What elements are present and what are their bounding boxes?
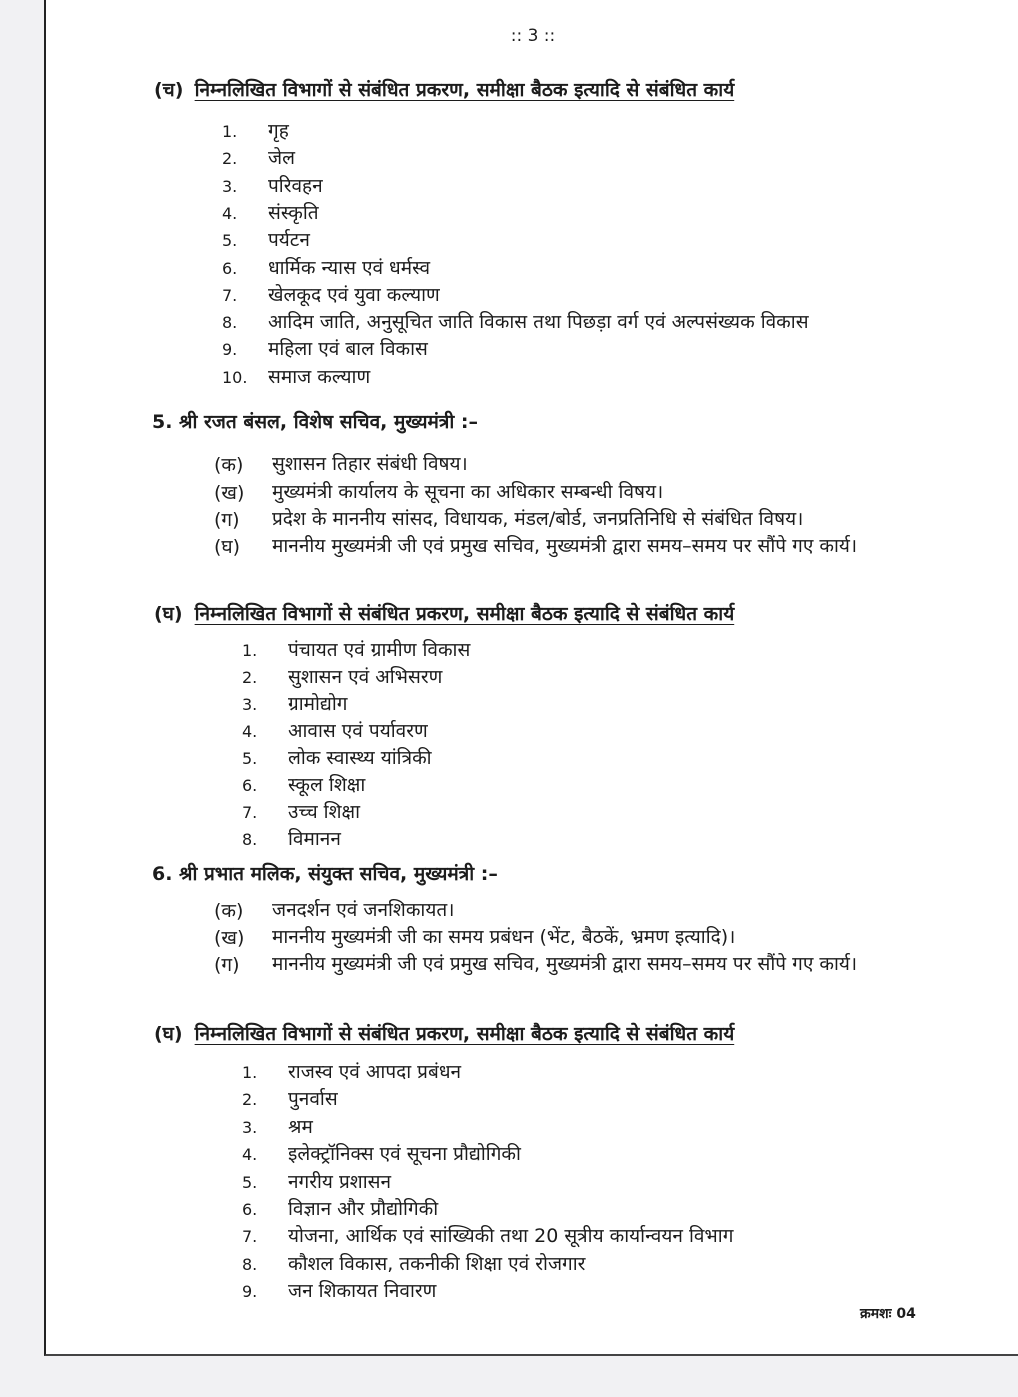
list-item-text: धार्मिक न्यास एवं धर्मस्व (268, 256, 431, 279)
list-item-number: 9. (242, 1282, 258, 1302)
heading-d2-text: निम्नलिखित विभागों से संबंधित प्रकरण, समीक्षा बैठक इत्यादि से संबंधित कार्य (194, 1023, 735, 1045)
list-item-number: 8. (222, 313, 238, 333)
list-item (242, 798, 360, 824)
list-item-text: लोक स्वास्थ्य यांत्रिकी (288, 747, 432, 769)
list-item-text: जन शिकायत निवारण (288, 1280, 437, 1303)
list-item-number: 3. (242, 1117, 258, 1137)
list-item-number: 3. (222, 176, 238, 196)
list-item (242, 825, 341, 851)
heading-c-text: निम्नलिखित विभागों से संबंधित प्रकरण, समीक्षा बैठक इत्यादि से संबंधित कार्य (194, 79, 735, 101)
heading-d1-mark: (घ) (154, 603, 183, 625)
list-item-text: कौशल विकास, तकनीकी शिक्षा एवं रोजगार (288, 1252, 586, 1275)
list-item (242, 1140, 521, 1166)
list-item-number: 6. (222, 258, 238, 278)
sub-item-label: (ग) (214, 954, 240, 976)
list-item-text: आदिम जाति, अनुसूचित जाति विकास तथा पिछड़ा वर्ग एवं अल्पसंख्यक विकास (268, 311, 809, 334)
list-item-text: समाज कल्याण (268, 365, 371, 388)
list-item-number: 10. (222, 367, 248, 387)
list-item-number: 3. (242, 695, 258, 714)
list-item-text: संस्कृति (268, 201, 319, 224)
sub-item-label: (घ) (214, 536, 241, 558)
sub-item (214, 533, 962, 560)
list-item (242, 1058, 461, 1084)
list-item-text: उच्च शिक्षा (288, 801, 361, 823)
list-item-number: 6. (242, 776, 258, 795)
list-item (242, 1195, 438, 1221)
list-item-text: सुशासन एवं अभिसरण (288, 666, 443, 688)
list-item-text: महिला एवं बाल विकास (268, 338, 428, 361)
list-item-number: 9. (222, 340, 238, 360)
sub-item-text: जनदर्शन एवं जनशिकायत। (272, 899, 455, 921)
heading-c (154, 76, 734, 102)
list-item-text: विज्ञान और प्रौद्योगिकी (288, 1198, 439, 1220)
list-item-number: 6. (242, 1200, 258, 1219)
heading-d2-mark: (घ) (154, 1023, 183, 1045)
document-page (44, 0, 1018, 1356)
list-item (222, 335, 428, 361)
list-item (242, 771, 365, 797)
list-item-text: इलेक्ट्रॉनिक्स एवं सूचना प्रौद्योगिकी (288, 1143, 521, 1166)
list-item-text: नगरीय प्रशासन (288, 1170, 392, 1193)
sub-item (214, 506, 962, 533)
sub-item-text: मुख्यमंत्री कार्यालय के सूचना का अधिकार सम्बन्धी विषय। (272, 481, 664, 503)
list-item-text: आवास एवं पर्यावरण (288, 720, 428, 742)
sub-item-label: (क) (214, 454, 244, 476)
list-item-number: 7. (222, 285, 238, 305)
heading-d1-text: निम्नलिखित विभागों से संबंधित प्रकरण, समीक्षा बैठक इत्यादि से संबंधित कार्य (194, 603, 735, 625)
list-item (242, 690, 348, 716)
sub-item-text: सुशासन तिहार संबंधी विषय। (272, 453, 468, 475)
list-item (242, 1277, 436, 1303)
list-item-text: राजस्व एवं आपदा प्रबंधन (288, 1061, 462, 1083)
sub-item (214, 451, 962, 478)
list-item-text: पुनर्वास (288, 1088, 338, 1111)
list-item (242, 717, 428, 743)
list-item (222, 172, 323, 198)
heading-d2 (154, 1020, 734, 1046)
sub-item-text: माननीय मुख्यमंत्री जी का समय प्रबंधन (भेंट, बैठकें, भ्रमण इत्यादि)। (272, 926, 736, 948)
list-item-number: 2. (242, 1090, 258, 1110)
list-item-number: 1. (242, 641, 258, 660)
list-item-text: जेल (268, 147, 295, 170)
heading-d1 (154, 600, 734, 626)
list-item (242, 1085, 338, 1111)
list-item-number: 8. (242, 830, 258, 849)
sub-item (214, 924, 962, 951)
list-item (222, 254, 430, 280)
list-item (242, 1168, 391, 1194)
list-item-number: 5. (242, 1172, 258, 1192)
list-item (222, 363, 370, 389)
sub-item (214, 951, 962, 978)
list-item-number: 2. (242, 668, 258, 687)
sub-item (214, 479, 962, 506)
list-item (222, 308, 809, 334)
section-5-title: 5. श्री रजत बंसल, विशेष सचिव, मुख्यमंत्री :– (152, 411, 478, 433)
list-item-text: ग्रामोद्योग (288, 693, 348, 715)
list-item-text: गृह (268, 120, 289, 142)
list-item-text: खेलकूद एवं युवा कल्याण (268, 283, 440, 306)
list-item-number: 2. (222, 149, 238, 169)
list-item (222, 281, 440, 307)
sub-item-text: माननीय मुख्यमंत्री जी एवं प्रमुख सचिव, मुख्यमंत्री द्वारा समय–समय पर सौंपे गए कार्य। (272, 953, 858, 975)
sub-item-label: (ख) (214, 482, 245, 504)
list-item-number: 4. (222, 203, 238, 223)
page-number: :: 3 :: (510, 26, 556, 46)
section-6-title: 6. श्री प्रभात मलिक, संयुक्त सचिव, मुख्यमंत्री :– (152, 863, 498, 885)
list-item-number: 1. (242, 1063, 258, 1082)
list-item-number: 5. (242, 749, 258, 768)
list-item-number: 7. (242, 1227, 258, 1247)
list-item-text: योजना, आर्थिक एवं सांख्यिकी तथा 20 सूत्रीय कार्यान्वयन विभाग (288, 1225, 734, 1248)
list-item-number: 5. (222, 231, 238, 251)
sub-item-label: (ख) (214, 927, 245, 949)
list-item-text: पर्यटन (268, 229, 310, 252)
footer-continued: क्रमशः 04 (860, 1306, 916, 1322)
list-item (222, 144, 295, 170)
list-item-text: विमानन (288, 828, 341, 850)
list-item-text: पंचायत एवं ग्रामीण विकास (288, 639, 471, 661)
list-item-number: 1. (222, 122, 238, 141)
heading-c-mark: (च) (154, 79, 184, 101)
list-item-number: 8. (242, 1254, 258, 1274)
list-item-text: परिवहन (268, 174, 323, 197)
list-item-number: 7. (242, 803, 258, 822)
list-item-number: 4. (242, 722, 258, 741)
sub-item-label: (क) (214, 900, 244, 922)
list-item (222, 226, 310, 252)
list-item (242, 744, 432, 770)
list-item (222, 117, 289, 143)
list-item (242, 636, 470, 662)
list-item (222, 199, 319, 225)
list-item (242, 1113, 313, 1139)
list-item-number: 4. (242, 1145, 258, 1165)
sub-item-label: (ग) (214, 509, 240, 531)
list-item-text: श्रम (288, 1115, 313, 1138)
list-item-text: स्कूल शिक्षा (288, 774, 366, 796)
sub-item (214, 897, 962, 924)
sub-item-text: प्रदेश के माननीय सांसद, विधायक, मंडल/बोर्ड, जनप्रतिनिधि से संबंधित विषय। (272, 508, 804, 530)
list-item (242, 663, 442, 689)
sub-item-text: माननीय मुख्यमंत्री जी एवं प्रमुख सचिव, मुख्यमंत्री द्वारा समय–समय पर सौंपे गए कार्य। (272, 535, 858, 557)
list-item (242, 1250, 585, 1276)
list-item (242, 1222, 733, 1248)
